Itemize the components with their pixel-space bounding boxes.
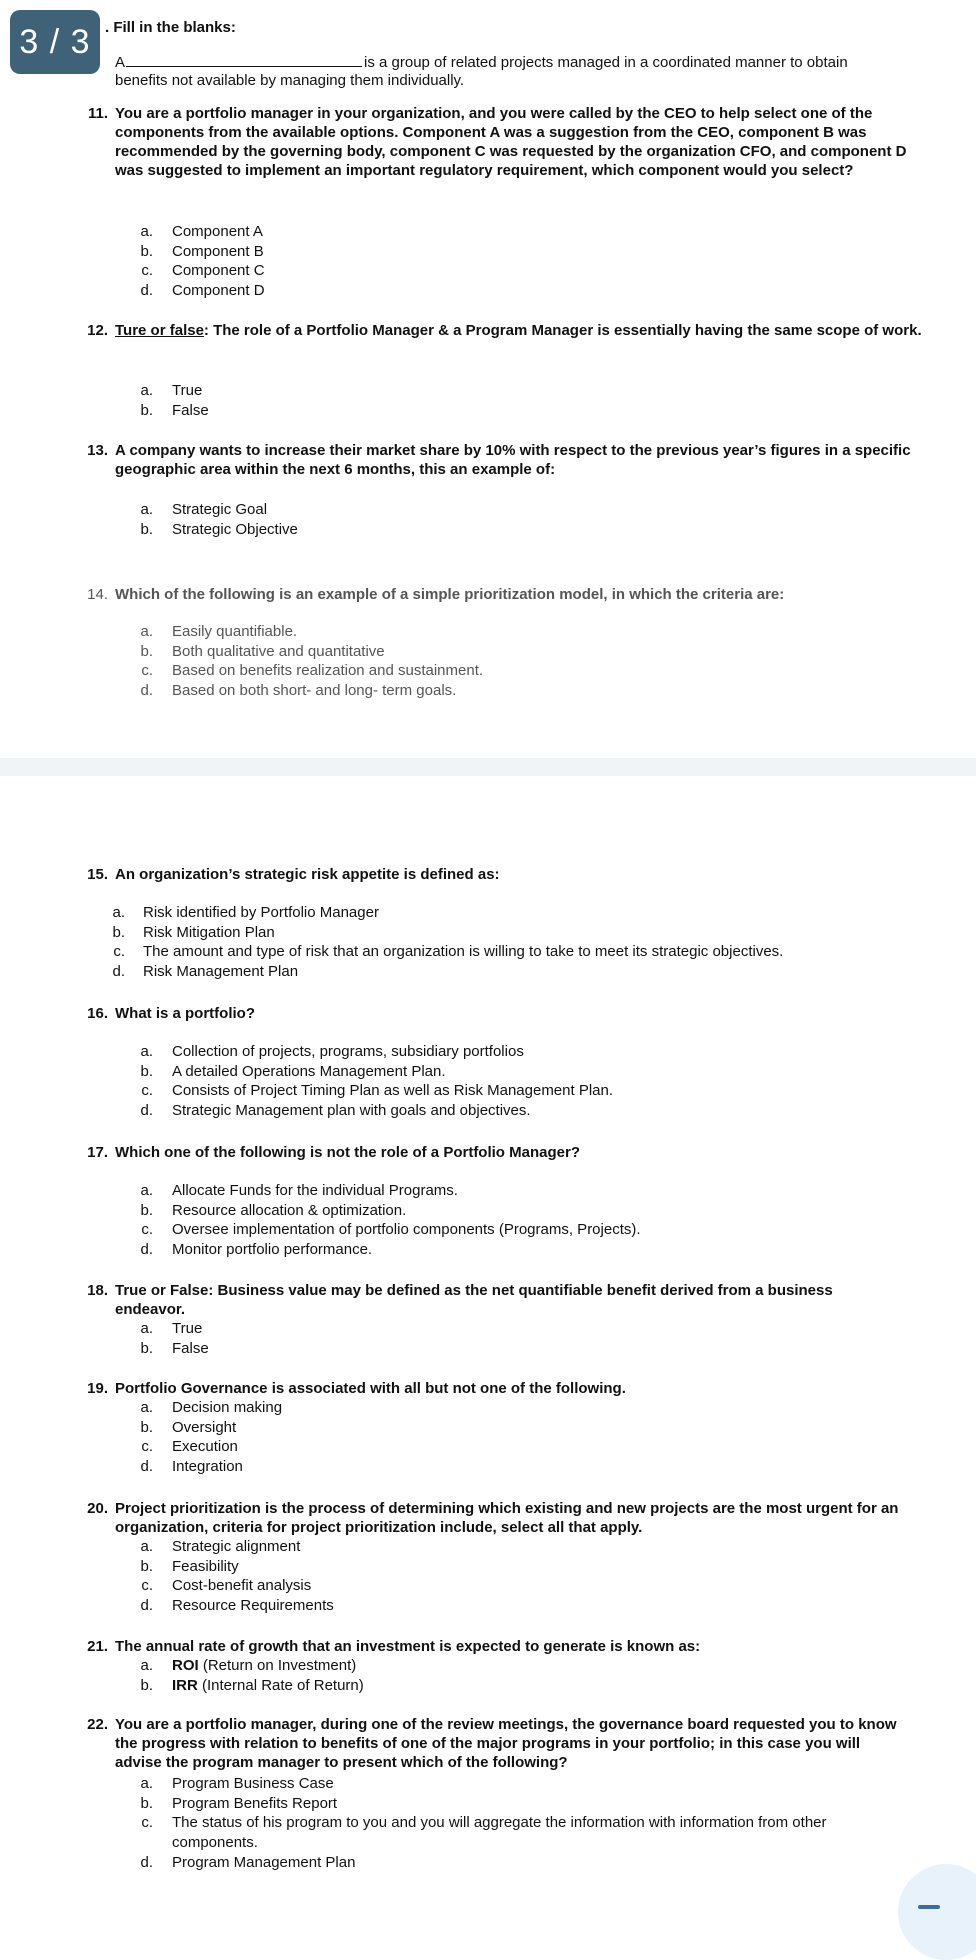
question-13-text xyxy=(0,441,976,479)
question-18-options xyxy=(0,1319,209,1358)
option-d[interactable] xyxy=(0,1101,613,1121)
question-10-line-1 xyxy=(115,52,975,72)
option-a[interactable] xyxy=(0,1042,613,1062)
question-body: Which one of the following is not the role of a Portfolio Manager? xyxy=(115,1144,580,1161)
question-16-options xyxy=(0,1042,613,1121)
question-22-options xyxy=(0,1774,892,1873)
option-a[interactable] xyxy=(0,1398,282,1418)
option-letter: b. xyxy=(140,1201,153,1219)
question-10-title: . Fill in the blanks: xyxy=(105,19,236,36)
option-c[interactable] xyxy=(0,1081,613,1101)
question-body: The annual rate of growth that an investment is expected to generate is known as: xyxy=(115,1638,701,1655)
option-letter: d. xyxy=(140,1853,153,1871)
option-text: A detailed Operations Management Plan. xyxy=(172,1062,446,1080)
option-letter: d. xyxy=(140,1458,153,1476)
question-22-text xyxy=(0,1715,976,1772)
option-text: Integration xyxy=(172,1458,243,1476)
question-number: 16. xyxy=(87,1005,108,1022)
blank-prefix: A xyxy=(115,54,126,71)
option-letter: d. xyxy=(140,282,153,300)
option-b[interactable] xyxy=(0,1062,613,1082)
option-letter: a. xyxy=(140,382,153,399)
option-c[interactable] xyxy=(0,942,783,962)
page-indicator: 3 / 3 xyxy=(10,10,100,74)
question-body: True or False: Business value may be defined as the net quantifiable benefit derived from a business endeavor. xyxy=(115,1282,833,1318)
option-b[interactable] xyxy=(0,1418,282,1438)
question-11-text xyxy=(0,104,976,180)
option-letter: c. xyxy=(141,1577,153,1595)
option-a[interactable] xyxy=(0,500,298,520)
question-body: Which of the following is an example of a simple prioritization model, in which the criteria are: xyxy=(115,586,785,603)
question-12-text xyxy=(0,321,976,340)
question-15-options xyxy=(0,903,783,982)
option-letter: c. xyxy=(141,1814,153,1832)
question-17-options xyxy=(0,1181,641,1260)
option-a[interactable] xyxy=(0,1656,364,1676)
option-letter: d. xyxy=(112,963,125,981)
option-letter: b. xyxy=(140,1418,153,1436)
question-16 xyxy=(0,1004,976,1120)
option-d[interactable] xyxy=(0,1596,334,1616)
blank-suffix: is a group of related projects managed in a coordinated manner to obtain xyxy=(364,54,848,71)
option-a[interactable] xyxy=(0,1181,641,1201)
question-20-options xyxy=(0,1537,334,1616)
option-text: True xyxy=(172,382,203,399)
question-body: Project prioritization is the process of determining which existing and new projects are the most urgent for an organization, criteria for project prioritization include, select all that apply. xyxy=(115,1500,899,1536)
question-21 xyxy=(0,1637,976,1694)
option-letter: b. xyxy=(140,1557,153,1575)
question-15 xyxy=(0,865,976,981)
option-letter: b. xyxy=(140,1676,153,1694)
question-number: 14. xyxy=(87,586,108,603)
option-b[interactable] xyxy=(0,642,483,662)
question-15-text xyxy=(0,865,976,884)
question-body: What is a portfolio? xyxy=(115,1005,255,1022)
option-letter: b. xyxy=(140,242,153,260)
option-d[interactable] xyxy=(0,1240,641,1260)
option-letter: b. xyxy=(140,1339,153,1357)
question-number: 12. xyxy=(87,322,108,339)
option-letter: a. xyxy=(140,1538,153,1555)
option-d[interactable] xyxy=(0,681,483,701)
question-13-options xyxy=(0,500,298,539)
blank-line[interactable] xyxy=(126,52,362,67)
page-separator xyxy=(0,758,976,776)
option-text: True xyxy=(172,1320,203,1337)
question-label: Ture or false xyxy=(115,322,204,339)
option-c[interactable] xyxy=(0,1220,641,1240)
option-text: Based on both short- and long- term goals. xyxy=(172,682,457,700)
option-b[interactable] xyxy=(0,1557,334,1577)
option-letter: d. xyxy=(140,1241,153,1259)
option-c[interactable] xyxy=(0,1813,892,1852)
option-a[interactable] xyxy=(0,1319,209,1339)
question-17 xyxy=(0,1143,976,1259)
option-letter: b. xyxy=(140,642,153,660)
option-b[interactable] xyxy=(0,1794,892,1814)
option-letter: a. xyxy=(140,1775,153,1792)
question-body: : The role of a Portfolio Manager & a Program Manager is essentially having the same scope of work. xyxy=(203,322,922,339)
question-number: 21. xyxy=(87,1638,108,1655)
question-14 xyxy=(0,585,976,700)
option-text: Decision making xyxy=(172,1399,283,1416)
option-letter: a. xyxy=(140,223,153,240)
option-text: Strategic alignment xyxy=(172,1538,301,1555)
question-11 xyxy=(0,104,976,300)
option-text: Both qualitative and quantitative xyxy=(172,642,385,660)
option-text: Program Business Case xyxy=(172,1775,334,1792)
option-text: Risk Management Plan xyxy=(143,963,299,981)
option-a[interactable] xyxy=(0,381,209,401)
question-19-options xyxy=(0,1398,282,1477)
option-c[interactable] xyxy=(0,1437,282,1457)
question-14-text xyxy=(0,585,976,604)
option-a[interactable] xyxy=(0,622,483,642)
option-text: Risk identified by Portfolio Manager xyxy=(143,904,379,921)
question-number: 13. xyxy=(87,442,108,459)
option-text: Component D xyxy=(172,282,265,300)
question-body: You are a portfolio manager, during one of the review meetings, the governance board requested you to know the progress with relation to benefits of one of the major programs in your portfolio; in this case you will advise the program manager to present which of the following? xyxy=(115,1716,897,1771)
option-a[interactable] xyxy=(0,222,265,242)
option-c[interactable] xyxy=(0,1576,334,1596)
option-text: Resource Requirements xyxy=(172,1597,334,1615)
question-body: A company wants to increase their market share by 10% with respect to the previous year’s figures in a specific geographic area within the next 6 months, this an example of: xyxy=(115,442,911,478)
question-19 xyxy=(0,1379,976,1476)
option-text: The status of his program to you and you will aggregate the information with information from other components. xyxy=(172,1814,827,1852)
option-letter: a. xyxy=(140,1657,153,1674)
option-b[interactable] xyxy=(0,923,783,943)
option-letter: d. xyxy=(140,1597,153,1615)
option-b[interactable] xyxy=(0,1339,209,1359)
question-21-text xyxy=(0,1637,976,1656)
option-text: Execution xyxy=(172,1438,238,1456)
option-letter: c. xyxy=(141,262,153,280)
question-number: 18. xyxy=(87,1282,108,1299)
question-11-options xyxy=(0,222,265,301)
option-abbr: IRR xyxy=(172,1676,198,1694)
question-number: 19. xyxy=(87,1380,108,1397)
question-16-text xyxy=(0,1004,976,1023)
option-abbr: ROI xyxy=(172,1657,199,1674)
option-d[interactable] xyxy=(0,962,783,982)
question-20-text xyxy=(0,1499,976,1537)
option-text: Feasibility xyxy=(172,1557,239,1575)
option-text: False xyxy=(172,1339,209,1357)
option-letter: d. xyxy=(140,1102,153,1120)
option-text: (Return on Investment) xyxy=(198,1657,357,1674)
option-text: Resource allocation & optimization. xyxy=(172,1201,407,1219)
option-text: Strategic Objective xyxy=(172,520,298,538)
option-letter: b. xyxy=(112,923,125,941)
option-letter: c. xyxy=(141,1082,153,1100)
option-text: Oversight xyxy=(172,1418,237,1436)
question-body: Portfolio Governance is associated with all but not one of the following. xyxy=(115,1380,626,1397)
option-letter: c. xyxy=(141,1221,153,1239)
option-letter: a. xyxy=(140,1182,153,1199)
option-letter: c. xyxy=(113,943,125,961)
option-d[interactable] xyxy=(0,281,265,301)
question-12-options xyxy=(0,381,209,420)
option-letter: c. xyxy=(141,1438,153,1456)
option-letter: d. xyxy=(140,682,153,700)
question-14-options xyxy=(0,622,483,701)
option-text: Strategic Management plan with goals and objectives. xyxy=(172,1102,531,1120)
question-17-text xyxy=(0,1143,976,1162)
option-text: (Internal Rate of Return) xyxy=(197,1676,364,1694)
question-body: You are a portfolio manager in your organization, and you were called by the CEO to help select one of the components from the available options. Component A was a suggestion from the CEO, component B was recommended by the governing body, component C was requested by the organization CFO, and component D was suggested to implement an important regulatory requirement, which component would you select? xyxy=(115,105,907,179)
option-a[interactable] xyxy=(0,1537,334,1557)
option-letter: a. xyxy=(140,1043,153,1060)
minus-icon xyxy=(918,1905,940,1909)
option-text: Component C xyxy=(172,262,265,280)
option-text: Allocate Funds for the individual Programs. xyxy=(172,1182,458,1199)
question-20 xyxy=(0,1499,976,1615)
option-text: The amount and type of risk that an organization is willing to take to meet its strategic objectives. xyxy=(143,943,784,961)
option-letter: a. xyxy=(112,904,125,921)
question-13 xyxy=(0,441,976,538)
option-d[interactable] xyxy=(0,1853,892,1873)
question-number: 22. xyxy=(87,1716,108,1733)
option-d[interactable] xyxy=(0,1457,282,1477)
question-number: 17. xyxy=(87,1144,108,1161)
option-letter: c. xyxy=(141,662,153,680)
option-text: Oversee implementation of portfolio components (Programs, Projects). xyxy=(172,1221,641,1239)
option-text: Component A xyxy=(172,223,263,240)
option-text: Component B xyxy=(172,242,264,260)
option-text: Easily quantifiable. xyxy=(172,623,298,640)
option-letter: b. xyxy=(140,520,153,538)
option-letter: a. xyxy=(140,623,153,640)
option-text: Consists of Project Timing Plan as well as Risk Management Plan. xyxy=(172,1082,614,1100)
question-21-options xyxy=(0,1656,364,1695)
option-text: False xyxy=(172,401,209,419)
option-c[interactable] xyxy=(0,261,265,281)
option-a[interactable] xyxy=(0,903,783,923)
question-number: 20. xyxy=(87,1500,108,1517)
question-18 xyxy=(0,1281,976,1357)
option-text: Based on benefits realization and sustainment. xyxy=(172,662,484,680)
option-b[interactable] xyxy=(0,1676,364,1696)
option-b[interactable] xyxy=(0,242,265,262)
option-text: Risk Mitigation Plan xyxy=(143,923,275,941)
option-letter: b. xyxy=(140,401,153,419)
question-number: 15. xyxy=(87,866,108,883)
option-text: Program Benefits Report xyxy=(172,1794,338,1812)
option-text: Cost-benefit analysis xyxy=(172,1577,312,1595)
option-text: Strategic Goal xyxy=(172,501,268,518)
option-text: Program Management Plan xyxy=(172,1853,356,1871)
option-text: Collection of projects, programs, subsidiary portfolios xyxy=(172,1043,524,1060)
option-c[interactable] xyxy=(0,661,483,681)
question-18-text xyxy=(0,1281,976,1319)
option-letter: b. xyxy=(140,1062,153,1080)
option-letter: a. xyxy=(140,501,153,518)
option-b[interactable] xyxy=(0,520,298,540)
question-12 xyxy=(0,321,976,419)
question-10-line-2: benefits not available by managing them individually. xyxy=(115,72,465,89)
question-22 xyxy=(0,1715,976,1871)
option-letter: b. xyxy=(140,1794,153,1812)
question-number: 11. xyxy=(87,105,108,122)
question-19-text xyxy=(0,1379,976,1398)
option-b[interactable] xyxy=(0,401,209,421)
document-page-1 xyxy=(0,0,976,760)
option-b[interactable] xyxy=(0,1201,641,1221)
option-text: Monitor portfolio performance. xyxy=(172,1241,373,1259)
option-letter: a. xyxy=(140,1399,153,1416)
question-body: An organization’s strategic risk appetite is defined as: xyxy=(115,866,500,883)
option-letter: a. xyxy=(140,1320,153,1337)
option-a[interactable] xyxy=(0,1774,892,1794)
